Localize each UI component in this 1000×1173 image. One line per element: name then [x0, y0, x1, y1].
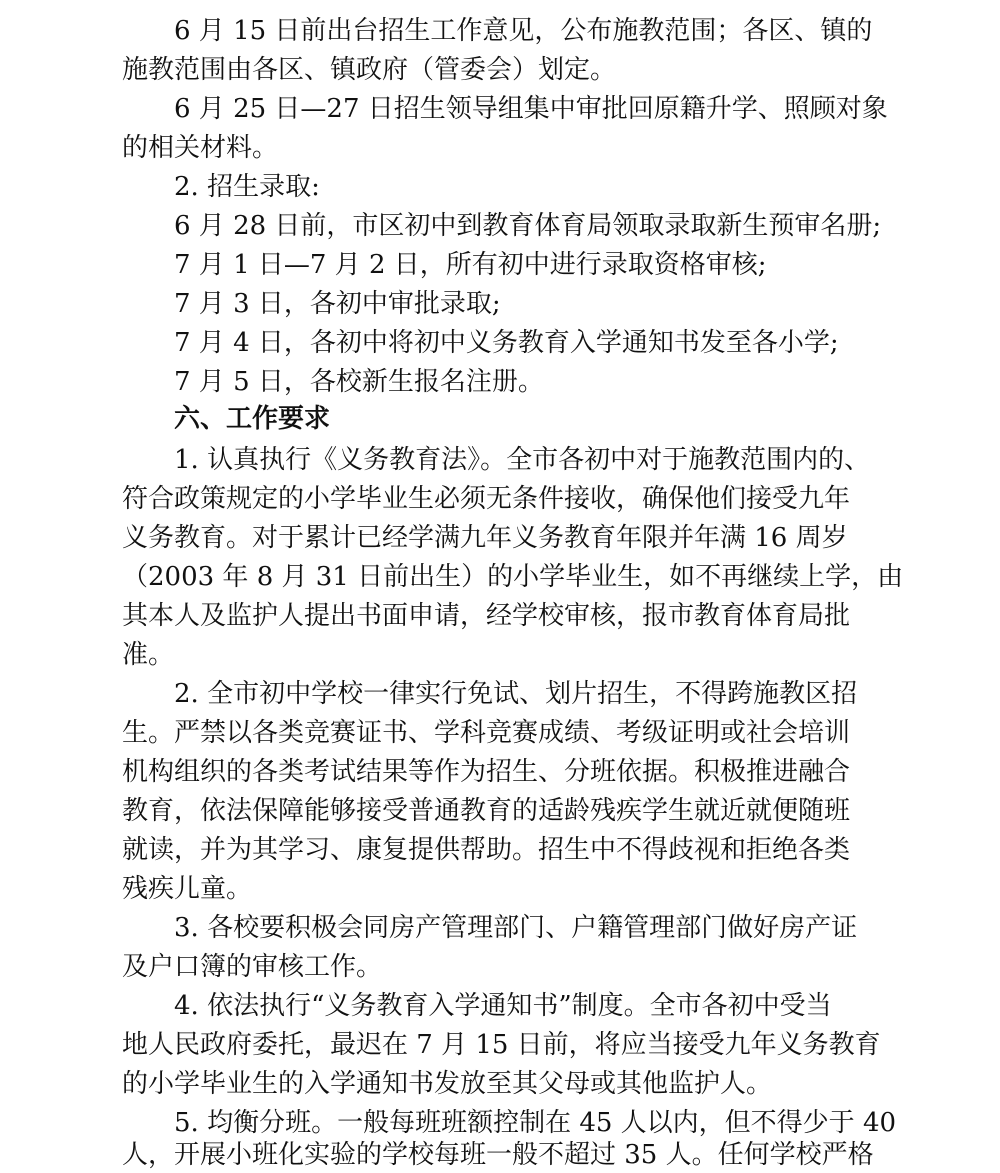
text-line: 义务教育。对于累计已经学满九年义务教育年限并年满 16 周岁	[122, 523, 848, 553]
text-line: 的小学毕业生的入学通知书发放至其父母或其他监护人。	[122, 1069, 773, 1099]
section-heading-work-requirements: 六、工作要求	[174, 404, 331, 434]
text-line: 7 月 1 日—7 月 2 日，所有初中进行录取资格审核;	[174, 250, 767, 280]
text-line: 其本人及监护人提出书面申请，经学校审核，报市教育体育局批	[122, 601, 851, 631]
text-line: 2. 全市初中学校一律实行免试、划片招生，不得跨施教区招	[174, 679, 858, 709]
text-line: 7 月 5 日，各校新生报名注册。	[174, 367, 544, 397]
text-line: 及户口簿的审核工作。	[122, 952, 383, 982]
text-line: 准。	[122, 640, 175, 670]
text-line: 就读，并为其学习、康复提供帮助。招生中不得歧视和拒绝各类	[122, 835, 851, 865]
text-line: 的相关材料。	[122, 133, 279, 163]
text-line: 5. 均衡分班。一般每班班额控制在 45 人以内，但不得少于 40	[174, 1108, 897, 1138]
text-line: 残疾儿童。	[122, 874, 253, 904]
text-line: 机构组织的各类考试结果等作为招生、分班依据。积极推进融合	[122, 757, 851, 787]
text-line: 6 月 28 日前，市区初中到教育体育局领取录取新生预审名册;	[174, 211, 882, 241]
text-line: 生。严禁以各类竞赛证书、学科竞赛成绩、考级证明或社会培训	[122, 718, 851, 748]
text-line: 4. 依法执行“义务教育入学通知书”制度。全市各初中受当	[174, 991, 832, 1021]
text-line: 1. 认真执行《义务教育法》。全市各初中对于施教范围内的、	[174, 445, 871, 475]
text-line: 人，开展小班化实验的学校每班一般不超过 35 人。任何学校严格	[122, 1140, 874, 1170]
text-line: 教育，依法保障能够接受普通教育的适龄残疾学生就近就便随班	[122, 796, 851, 826]
text-line: 6 月 15 日前出台招生工作意见，公布施教范围；各区、镇的	[174, 16, 873, 46]
text-line: 6 月 25 日—27 日招生领导组集中审批回原籍升学、照顾对象	[174, 94, 888, 124]
text-line: 符合政策规定的小学毕业生必须无条件接收，确保他们接受九年	[122, 484, 851, 514]
text-line: 地人民政府委托，最迟在 7 月 15 日前，将应当接受九年义务教育	[122, 1030, 881, 1060]
text-line: （2003 年 8 月 31 日前出生）的小学毕业生，如不再继续上学，由	[122, 562, 904, 592]
text-line: 施教范围由各区、镇政府（管委会）划定。	[122, 55, 617, 85]
section-heading-enrollment: 2. 招生录取:	[174, 172, 320, 202]
text-line: 7 月 4 日，各初中将初中义务教育入学通知书发至各小学;	[174, 328, 839, 358]
text-line: 7 月 3 日，各初中审批录取;	[174, 289, 501, 319]
text-line: 3. 各校要积极会同房产管理部门、户籍管理部门做好房产证	[174, 913, 858, 943]
